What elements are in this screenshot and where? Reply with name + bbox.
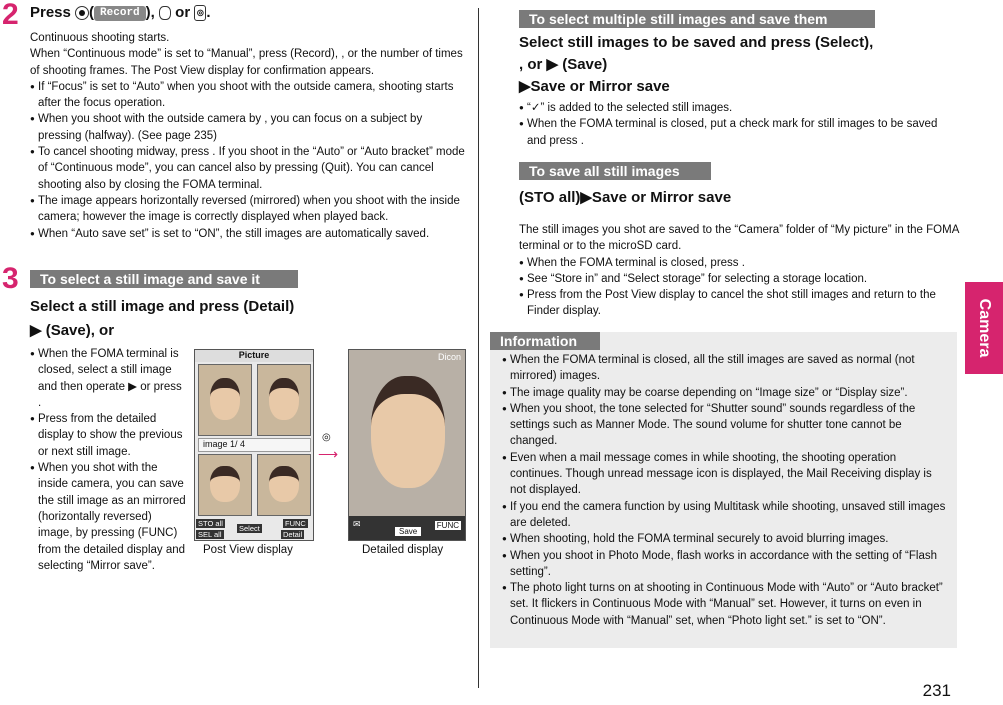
softkey-detail[interactable]: Detail xyxy=(283,530,303,539)
post-view-caption: Post View display xyxy=(203,544,293,556)
bullet: ● Press from the detailed display to show the previous or next still image. xyxy=(30,411,186,460)
bullet: ● To cancel shooting midway, press . If you shoot in the “Auto” or “Auto bracket” mode of “Continuous mode”, you can cancel also by pressing (Quit). You can cancel shooting also by closing the FOMA terminal. xyxy=(30,144,468,193)
screen-title: Dicon xyxy=(437,352,461,362)
screen-title: Picture xyxy=(195,350,313,362)
section-tab-label: Camera xyxy=(976,298,993,358)
portrait-photo xyxy=(371,376,445,488)
softkey-sto-all[interactable]: STO all xyxy=(198,519,223,528)
ring-key-icon xyxy=(159,6,171,20)
multi-save-heading: Select still images to be saved and press (Select), , or ▶ (Save) ▶Save or Mirror save xyxy=(519,34,874,95)
detailed-screen xyxy=(348,349,466,541)
bullet: ● Press from the Post View display to cancel the shot still images and return to the Finder display. xyxy=(519,287,959,320)
thumbnail[interactable] xyxy=(257,364,311,436)
bullet: ● When you shot with the inside camera, you can save the still image as an mirrored (horizontally reversed) image, by pressing (FUNC) from the detailed display and selecting “Mirror save”. xyxy=(30,460,186,574)
detailed-caption: Detailed display xyxy=(362,544,444,556)
shutter-key-icon: ◎ xyxy=(194,5,206,21)
camera-key-icon: ◎ xyxy=(322,432,331,443)
step-2-heading: Press ( Record ), or ◎ . xyxy=(30,4,211,21)
save-all-bar: To save all still images xyxy=(519,162,711,180)
bullet: ● The image quality may be coarse depending on “Image size” or “Display size”. xyxy=(502,385,950,401)
center-key-icon xyxy=(75,6,89,20)
bullet: ● See “Store in” and “Select storage” for selecting a storage location. xyxy=(519,271,959,287)
information-title: Information xyxy=(490,332,600,350)
bullet: ● When “Auto save set” is set to “ON”, the still images are automatically saved. xyxy=(30,226,468,242)
bullet: ● Even when a mail message comes in while shooting, the shooting operation continues. Though unread message icon is displayed, the Mail Receiving display is not displayed. xyxy=(502,450,950,499)
thumbnail[interactable] xyxy=(198,454,252,516)
softkey-func[interactable]: FUNC xyxy=(285,519,306,528)
step-2-number: 2 xyxy=(2,0,19,31)
save-all-heading: (STO all)▶Save or Mirror save xyxy=(519,189,732,206)
bullet: ● When shooting, hold the FOMA terminal securely to avoid blurring images. xyxy=(502,531,950,547)
bullet: ● “✓” is added to the selected still images. xyxy=(519,100,959,116)
step-3-heading: Select a still image and press (Detail) ▶ (Save), or xyxy=(30,298,295,339)
step-3-number: 3 xyxy=(2,262,19,295)
thumbnail[interactable] xyxy=(257,454,311,516)
arrow-right-icon: ⟶ xyxy=(318,446,339,462)
softkey-sel-all[interactable]: SEL all xyxy=(198,530,222,539)
page-number: 231 xyxy=(922,681,951,700)
step-2-body xyxy=(30,30,468,242)
bullet: ● When you shoot in Photo Mode, flash works in accordance with the setting of “Flash setting”. xyxy=(502,548,950,581)
bullet: ● When the FOMA terminal is closed, select a still image and then operate ▶ or press . xyxy=(30,346,186,411)
step-2-manual-note: When “Continuous mode” is set to “Manual”, press (Record), , or the number of times of shooting frames. The Post View display for confirmation appears. xyxy=(30,48,463,77)
mail-icon: ✉ xyxy=(353,519,361,529)
multi-save-body xyxy=(519,100,959,149)
record-softkey: Record xyxy=(94,6,146,21)
information-box xyxy=(490,332,957,648)
bullet: ● When the FOMA terminal is closed, put a check mark for still images to be saved and press . xyxy=(519,116,959,149)
softkey-save[interactable]: Save xyxy=(395,527,421,536)
bullet: ● When you shoot with the outside camera by , you can focus on a subject by pressing (halfway). (See page 235) xyxy=(30,111,468,144)
bullet: ● If “Focus” is set to “Auto” when you shoot with the outside camera, shooting starts after the focus operation. xyxy=(30,79,468,112)
section-tab xyxy=(965,282,1003,374)
thumbnail[interactable] xyxy=(198,364,252,436)
softkey-func[interactable]: FUNC xyxy=(436,521,459,530)
bullet: ● When you shoot, the tone selected for “Shutter sound” sounds regardless of the settings such as Manner Mode. The sound volume for shutter tone cannot be changed. xyxy=(502,401,950,450)
bullet: ● When the FOMA terminal is closed, press . xyxy=(519,255,959,271)
save-all-paragraph: The still images you shot are saved to the “Camera” folder of “My picture” in the FOMA terminal or to the microSD card. xyxy=(519,224,959,253)
bullet: ● When the FOMA terminal is closed, all the still images are saved as normal (not mirrored) images. xyxy=(502,352,950,385)
column-divider xyxy=(478,8,479,688)
bullet: ● The photo light turns on at shooting in Continuous Mode with “Auto” or “Auto bracket” set. It flickers in Continuous Mode with “Manual” set. However, it turns on even in Continuous Mode with “Manual” set, when “Photo light set.” is set to “ON”. xyxy=(502,580,950,629)
bullet: ● The image appears horizontally reversed (mirrored) when you shoot with the inside camera; however the image is correctly displayed when played back. xyxy=(30,193,468,226)
softkey-select[interactable]: Select xyxy=(239,524,260,533)
step-3-bar: To select a still image and save it xyxy=(30,270,298,288)
multi-save-bar: To select multiple still images and save them xyxy=(519,10,875,28)
image-counter: image 1/ 4 xyxy=(198,438,311,452)
bullet: ● If you end the camera function by using Multitask while shooting, unsaved still images are deleted. xyxy=(502,499,950,532)
information-list xyxy=(502,352,950,629)
post-view-screen xyxy=(194,349,314,541)
save-all-body xyxy=(519,222,959,320)
step-2-intro: Continuous shooting starts. xyxy=(30,32,170,44)
step-3-body xyxy=(30,346,186,574)
